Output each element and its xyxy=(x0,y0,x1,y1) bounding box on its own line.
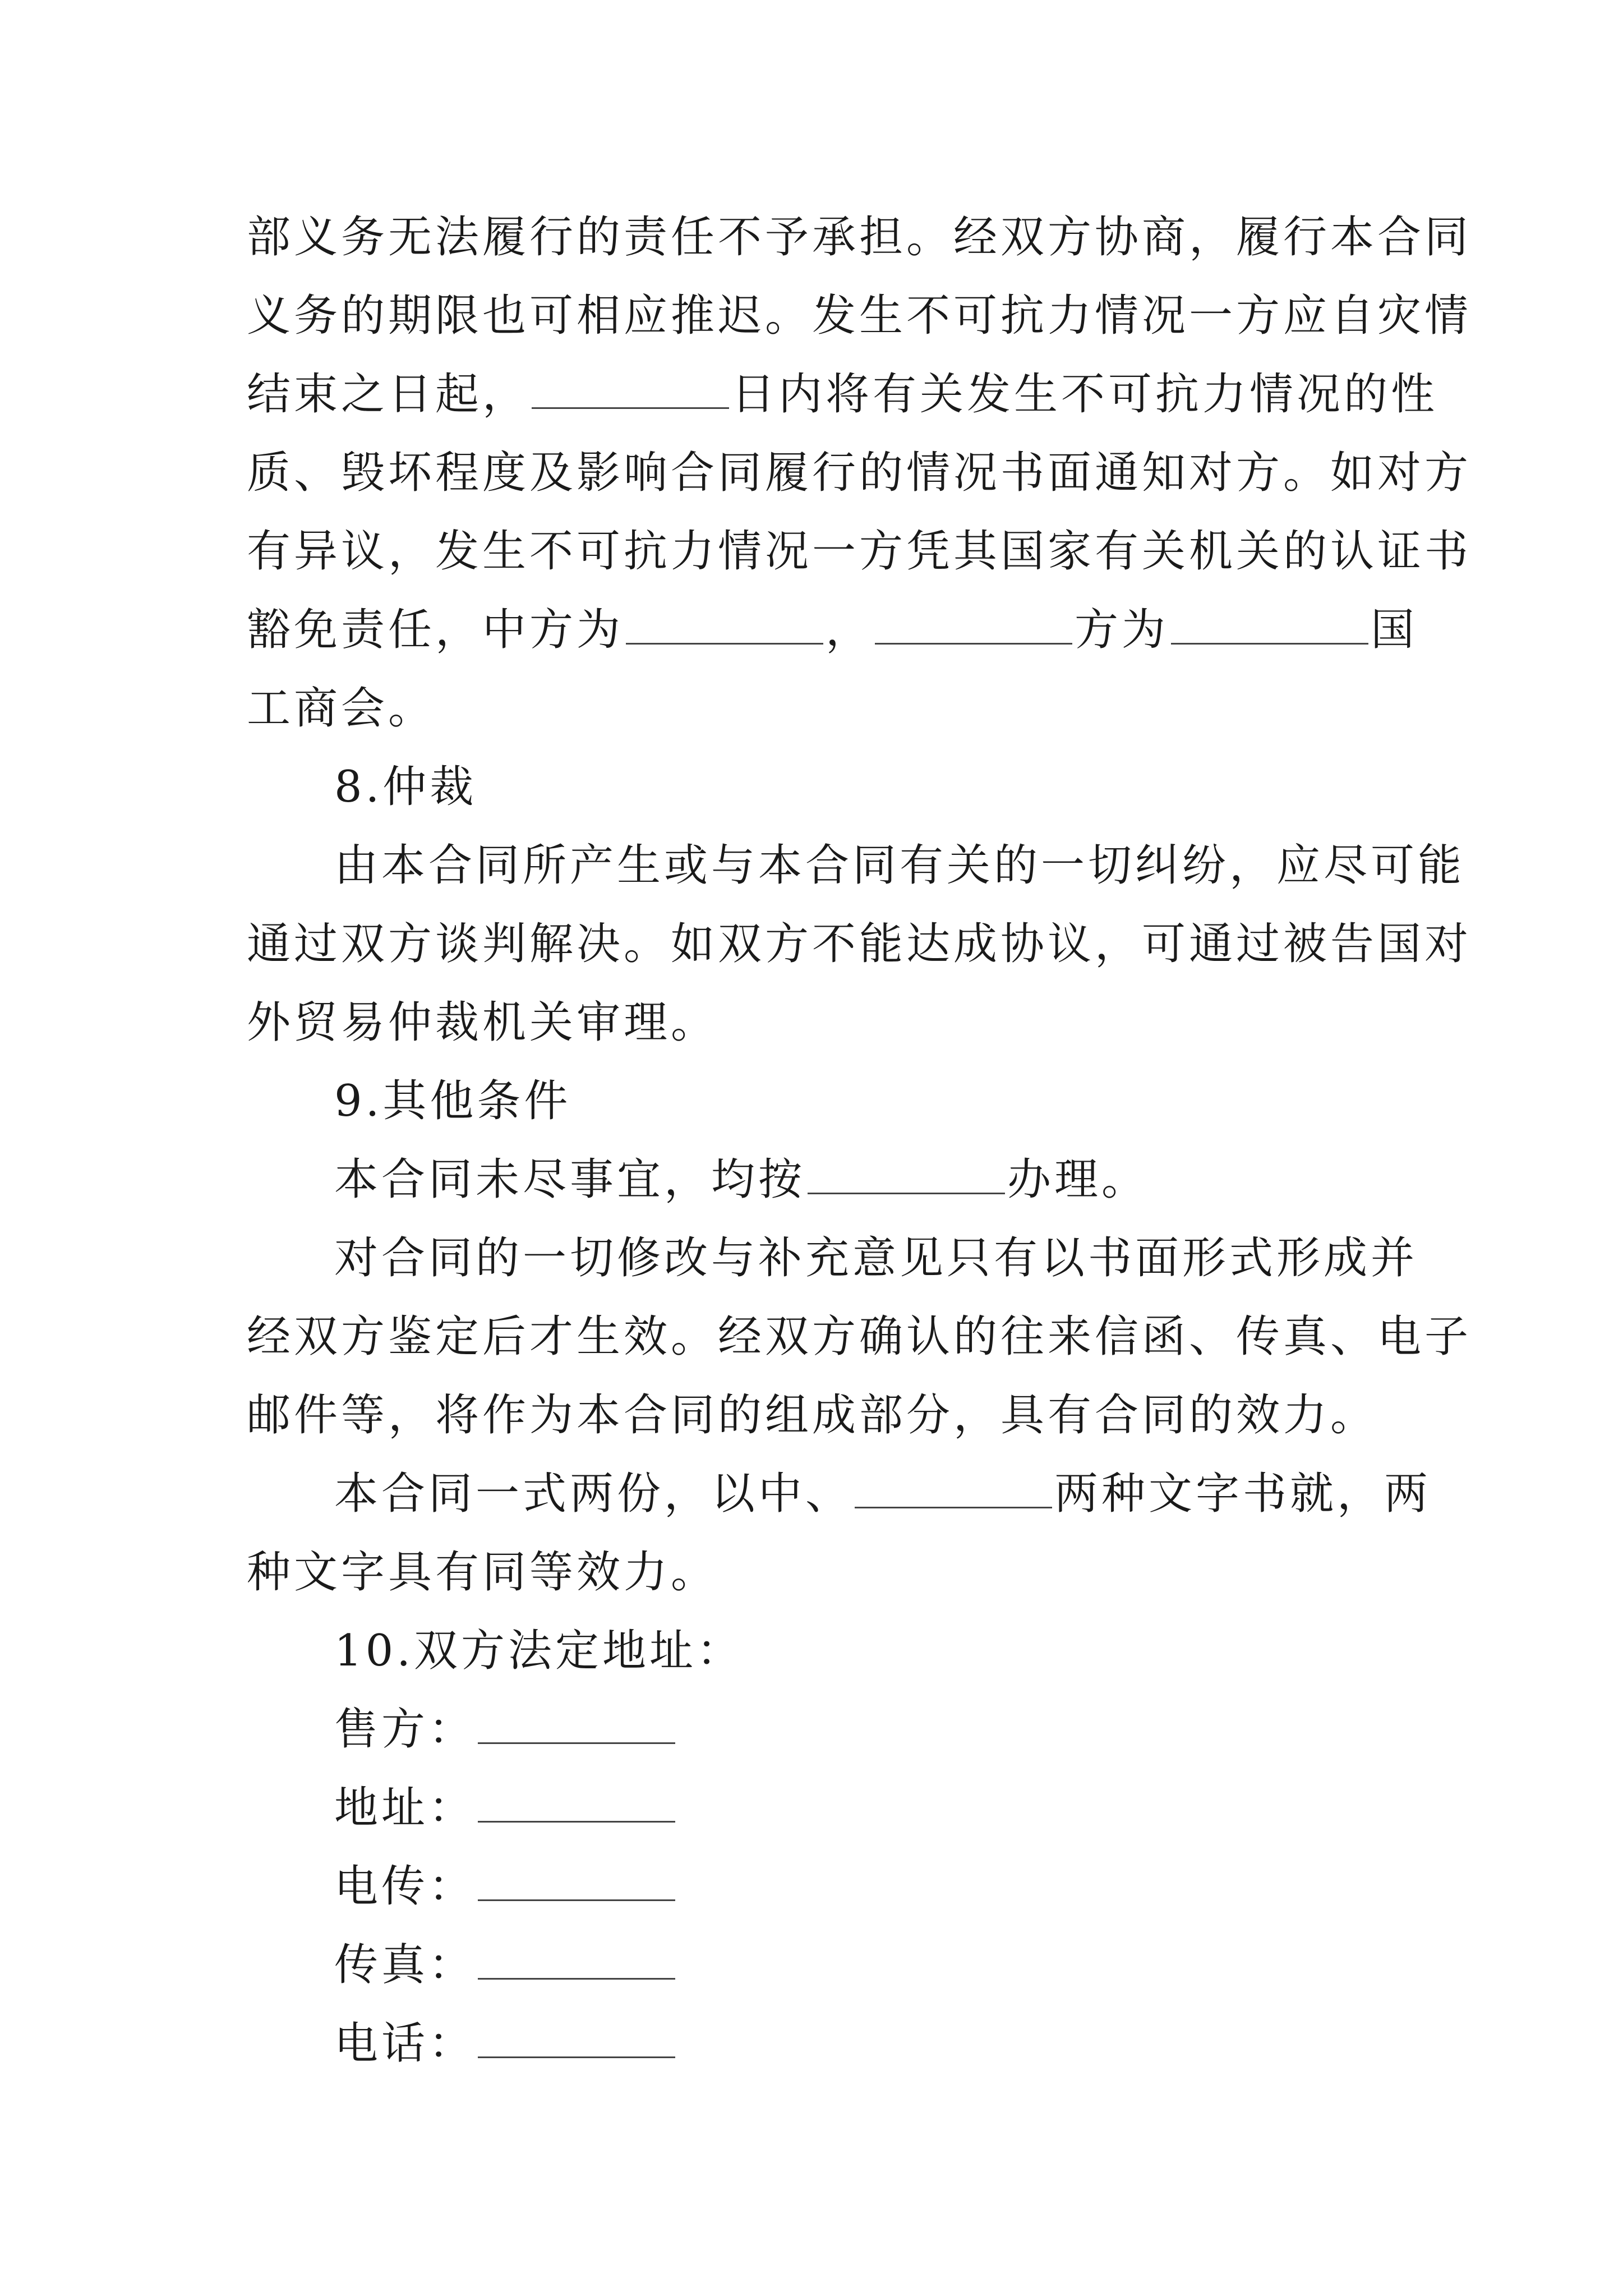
text-segment: ， xyxy=(826,605,873,655)
text-segment: 质、毁坏程度及影响合同履行的情况书面通知对方。如对方 xyxy=(247,448,1472,498)
text-line xyxy=(247,1547,718,1598)
text-line xyxy=(247,919,1472,969)
fill-in-blank xyxy=(875,609,1072,645)
fill-in-blank xyxy=(532,374,729,409)
text-segment: 通过双方谈判解决。如双方不能达成协议，可通过被告国对 xyxy=(247,919,1472,969)
text-line xyxy=(334,1233,1418,1283)
section-heading xyxy=(334,1626,744,1676)
fill-in-blank xyxy=(478,1787,675,1823)
text-segment: 本合同一式两份，以中、 xyxy=(334,1469,853,1519)
field-phone xyxy=(334,2018,677,2069)
text-segment: 日内将有关发生不可抗力情况的性 xyxy=(731,369,1438,420)
text-line xyxy=(247,212,1472,263)
text-line xyxy=(247,605,1418,655)
text-segment: 有异议，发生不可抗力情况一方凭其国家有关机关的认证书 xyxy=(247,526,1472,577)
text-line xyxy=(247,526,1472,577)
text-segment: 10.双方法定地址： xyxy=(334,1626,744,1676)
text-segment: 经双方鉴定后才生效。经双方确认的往来信函、传真、电子 xyxy=(247,1312,1472,1362)
fill-in-blank xyxy=(478,2023,675,2058)
text-segment: 义务的期限也可相应推迟。发生不可抗力情况一方应自灾情 xyxy=(247,291,1472,341)
text-segment: 豁免责任，中方为 xyxy=(247,605,624,655)
text-line xyxy=(247,369,1438,420)
text-segment: 结束之日起， xyxy=(247,369,530,420)
field-label: 售方： xyxy=(334,1704,476,1755)
text-line xyxy=(247,1390,1378,1441)
text-segment: 国 xyxy=(1371,605,1418,655)
field-label: 电传： xyxy=(334,1861,476,1912)
fill-in-blank xyxy=(626,609,823,645)
text-line xyxy=(247,683,436,734)
text-line xyxy=(247,291,1472,341)
field-label: 地址： xyxy=(334,1783,476,1833)
text-line xyxy=(247,997,718,1048)
text-segment: 两种文字书就，两 xyxy=(1054,1469,1432,1519)
text-segment: 8.仲裁 xyxy=(334,762,477,812)
field-label: 传真： xyxy=(334,1940,476,1990)
text-line xyxy=(247,1312,1472,1362)
text-segment: 种文字具有同等效力。 xyxy=(247,1547,718,1598)
fill-in-blank xyxy=(1171,609,1368,645)
text-segment: 对合同的一切修改与补充意见只有以书面形式形成并 xyxy=(334,1233,1418,1283)
field-address xyxy=(334,1783,677,1833)
field-label: 电话： xyxy=(334,2018,476,2069)
fill-in-blank xyxy=(478,1944,675,1980)
section-heading xyxy=(334,1076,571,1126)
text-segment: 本合同未尽事宜，均按 xyxy=(334,1154,806,1205)
text-segment: 方为 xyxy=(1075,605,1169,655)
text-segment: 9.其他条件 xyxy=(334,1076,571,1126)
text-line xyxy=(334,840,1465,891)
field-seller xyxy=(334,1704,677,1755)
text-segment: 工商会。 xyxy=(247,683,436,734)
text-segment: 邮件等，将作为本合同的组成部分，具有合同的效力。 xyxy=(247,1390,1378,1441)
fill-in-blank xyxy=(855,1473,1052,1508)
text-line xyxy=(334,1469,1432,1519)
section-heading xyxy=(334,762,477,812)
text-segment: 部义务无法履行的责任不予承担。经双方协商，履行本合同 xyxy=(247,212,1472,263)
text-segment: 外贸易仲裁机关审理。 xyxy=(247,997,718,1048)
field-telex xyxy=(334,1861,677,1912)
fill-in-blank xyxy=(478,1866,675,1901)
fill-in-blank xyxy=(808,1159,1005,1194)
text-segment: 办理。 xyxy=(1007,1154,1149,1205)
text-line xyxy=(334,1154,1149,1205)
fill-in-blank xyxy=(478,1709,675,1744)
field-fax xyxy=(334,1940,677,1990)
text-segment: 由本合同所产生或与本合同有关的一切纠纷，应尽可能 xyxy=(334,840,1465,891)
text-line xyxy=(247,448,1472,498)
